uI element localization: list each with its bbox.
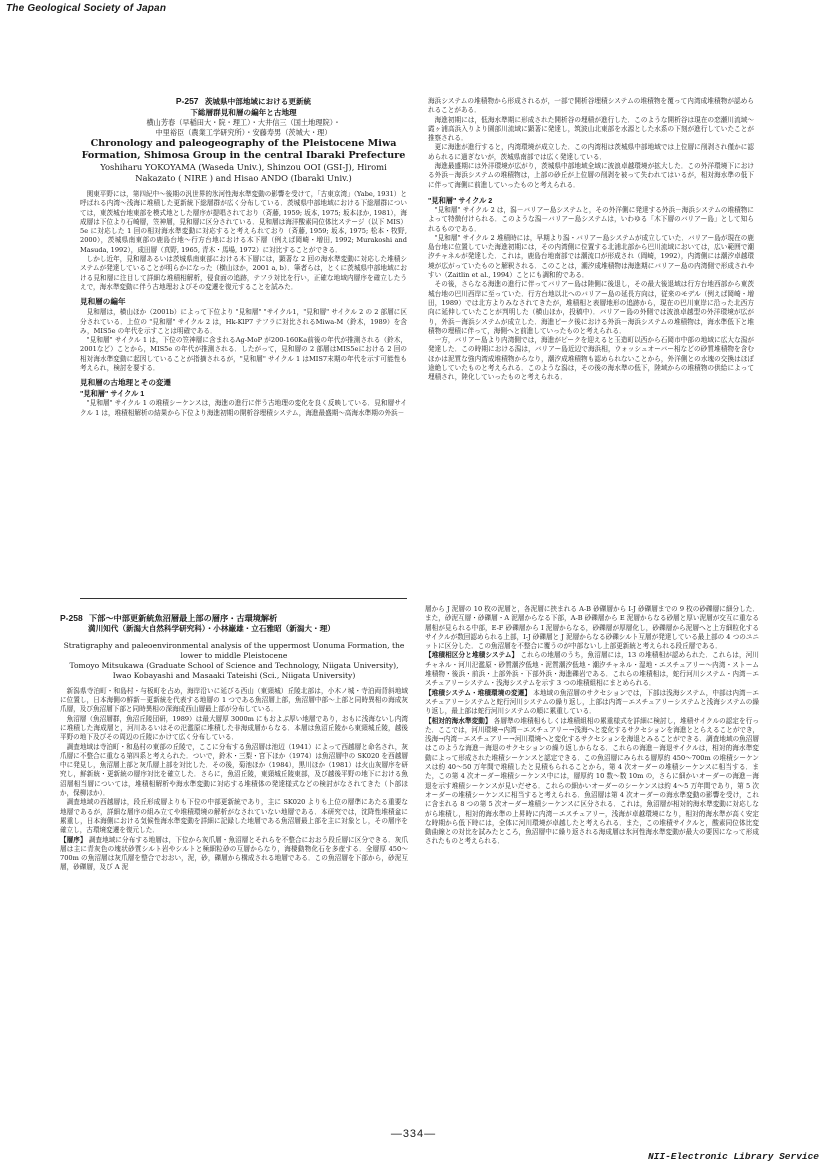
body-paragraph: その後，さらなる海進の進行に伴ってバリアー島は陸側に後退し，その最大後退域は行方台地西部から東茨城台地の巴川西岸に至っていた．行方台地以北へのバリアー島の延長方向は，従来のモデル（例えば岡崎・増田，1989）では北方よりみなされてきたが，堆積相と表層地形の追跡から，現在の巴川東岸に沿った北西方向に延伸していたことが判明した（横山ほか，投稿中）．バリアー島の外側では波浪卓越型の外洋環境が広がり，外浜－海浜システムが成立した．海進ピーク後における外浜－海浜システムの堆積物は，海水準低下と堆積物の埋積に伴って，海側へと前進していったものと考えられる．: [428, 280, 754, 335]
section-heading: 見和層の編年: [80, 297, 126, 307]
subsection-heading: "見和層" サイクル 2: [428, 195, 493, 205]
section-tag: 【層序】: [60, 835, 87, 844]
body-paragraph: 見和層は，横山ほか（2001b）によって下位より "見和層" "サイクル1，"見和層" サイクル 2 の 2 部層に区分されている．上位の "見和層" サイクル 2 は，Hk-KlP7 テフラに対比されるMiwa-M（鈴木，1989）を含み，MIS5e の年代を示すことは明確である．: [80, 308, 407, 335]
abstract-258-col-left: [60, 613, 408, 1126]
body-paragraph: 海進最盛期には外洋環境が広がり，茨城県中部地域全域に波浪卓越環境が拡大した．この外洋環境下における外浜－海浜システムの堆積物は，上部の砂丘が上位層の削剥を被って失われてはいるが，相対海水準の低下に伴って海側に前進していったものと考えられる．: [428, 162, 754, 189]
abstract-title-en: Stratigraphy and paleoenvironmental analysis of the uppermost Uonuma Formation, the lower to middle Pleistocene: [63, 640, 405, 660]
abstract-authors-en: Yoshiharu YOKOYAMA (Waseda Univ.), Shinzou OOI (GSI-J), Hiromi Nakazato ( NIRE ) and Hisao ANDO (Ibaraki Univ.): [100, 162, 387, 183]
section-text: これらの地層のうち，魚沼層には，13 の堆積相が認められた．これらは，河川チャネル・河川氾濫原・砂質潮汐低地・泥質潮汐低地・潮汐チャネル・湿地・エスチュアリー～内湾・ストーム堆積物・後浜・前浜・上部外浜・下部外浜・海進礫岩である．これらの堆積相は，蛇行河川システム・内湾－エスチュアリーシステム・浅海システムを示す 3 つの堆積組相にまとめられる．: [425, 651, 759, 688]
abstract-257-col-left: [80, 97, 407, 592]
body-paragraph: "見和層" サイクル 1 は，下位の笠神層に含まれるAg-MoP が200-160Ka前後の年代が推測される（鈴木，2001など）ことから，MIS5e の年代が推測される．したがって，見和層の 2 部層はMIS5eにおける 2 回の相対海水準変動に起因していることが指摘されるが，"見和層" サイクル 1 はMIS7末期の年代を示す可能性も考えられ，検討を要する．: [80, 336, 407, 373]
abstract-authors-jp: 満川知代（新潟大自然科学研究科）・小林巌雄・立石雅昭（新潟大・理）: [88, 624, 335, 634]
body-paragraph: しかし近年，見和層あるいは茨城県南東部における木下層には，顕著な 2 回の海水準変動に対応した堆積システムが発達していることが明らかになった（横山ほか，2001 a, b）．筆者らは，とくに茨城県中部地域における見和層に注目して詳細な堆積相解析，侵食面の追跡，テフラ対比を行い，正確な地域内層序を確立したうえで，海水準変動に伴う古地理およびその変遷を復元することを試みた．: [80, 255, 407, 291]
abstract-authors-jp: 横山芳春（早稲田大・院・理工）・大井信三（国土地理院）・: [146, 118, 341, 127]
abstract-title-jp-2: 下総層群見和層の編年と古地理: [190, 107, 297, 117]
abstract-title-en: Chronology and paleogeography of the Pleistocene Miwa Formation, Shimosa Group in the central Ibaraki Prefecture: [81, 138, 406, 161]
body-paragraph: 更に海進が進行すると，内湾環境が成立した．この内湾相は茨城県中部地域では上位層に削剥され僅かに認められるに過ぎないが，茨城県南部では広く発達している．: [428, 143, 754, 161]
body-paragraph: 調査地域の西越層は，段丘形成層よりも下位の中部更新統であり，主に SK020 よりも上位の層準にあたる重要な地層であるが，詳細な層序の組み立てや堆積環境の解析がなされていない地層である．本研究では，沈降性堆積盆に累重し，日本海側における気候性海水準変動を詳細に記録した地層である魚沼層最上部を主に対象とし，その層序を確立し，古環境変遷を復元した．: [60, 798, 408, 835]
section-text: 各層準の堆積相もしくは堆積組相の累重様式を詳細に検討し，堆積サイクルの認定を行った．ここでは，河川環境→内湾－エスチュアリー→浅海へと変化するサクセションを海進ととらえることができ，浅海→内湾－エスチュアリー→河川環境へと変化するサクセションを海退とみることができる．調査地域の魚沼層はこのような海進－海退のサクセションの繰り返しからなる．これらの海進－海退サイクルは，相対的海水準変動によって形成された堆積シーケンスと認定できる．この魚沼層にみられる層厚約 450～700m の堆積シーケンスは約 40～50 万年間で堆積したと見積もられることから，第 4 次オーダーの堆積シーケンスに相当する．また，この第 4 次オーダー堆積シーケンス中には，層厚約 10 数～数 10m の，さらに細かいオーダーの海進－海退を示す堆積シーケンスが見いだせる．これらの細かいオーダーのシーケンスは約 4～5 万年間であり，第 5 次オーダーの堆積シーケンスに相当すると考えられる．魚沼層は第 4 次オーダーの海水準変動の影響を受け，これに含まれる 8 つの第 5 次オーダー堆積シーケンスに区分される．これは，魚沼層が相対的海水準変動に対応しながら堆積し，相対的海水準の上昇時に内湾－エスチュアリー，浅海が卓越環境になり，相対的海水準が高く安定な時期から低下時には，全体に河川環境が卓越したと考えられる．また，この堆積サイクルと，酸素同位体比変動曲線との対比を試みたところ，魚沼層中に繰り返される海成層は氷河性海水準変動が最大の要因になって形成されたものと考えられる．: [425, 716, 759, 846]
abstract-id: P-258: [60, 613, 83, 623]
body-paragraph: "見和層" サイクル 2 堆積時には，早期より潟・バリアー島システムが成立していた．バリアー島が現在の鹿島台地に位置していた海進初期には，その内湾側に位置する北浦北部から巴川流域においては，広い範囲で潮汐チャネルが発達した．これは，鹿島台地南部では潮流口が形成され（岡崎，1992），内湾側には潮汐卓越環境が広がっていたものと解釈される．このことは，潮汐成堆積物は海進期にバリアー島の内湾側で形成されやすい（Zaitlin et al., 1994）ことにも調和的である．: [428, 233, 754, 280]
library-footer: NII-Electronic Library Service: [647, 1151, 819, 1162]
society-header: The Geological Society of Japan: [6, 3, 167, 14]
page-number: —334—: [390, 1128, 437, 1140]
body-paragraph: 新潟県寺泊町・和島村・与板町を占め，海岸沿いに延びる西山（東頸城）丘陵北部は，小木ノ城・寺泊両背斜地域に位置し，日本海側の鮮新－更新統を代表する地層の 1 つである魚沼層上部，魚沼層中部～上部と同時異相の海成灰爪層，及び魚沼層下部と同時異相の深海成西山層最上部が分布している．: [60, 686, 408, 714]
body-paragraph: 一方，バリアー島より内湾側では，海進がピークを迎えると玉造町以西から石岡市中部の地域に広大な潟が発達した．この時期における潟は，バリアー島近辺で海浜相，ウォッシュオーバー相などの砂質堆積物を含むほかは泥質な強内湾成堆積物からなり，潮汐成堆積物も認められないことから，外洋側との水塊の交換はほぼ途絶していたものと考えられる．このような潟は，その後の海水準の低下，陸域からの堆積物の供給によって埋積され，陸化していったものと考えられる．: [428, 336, 754, 382]
body-paragraph: [425, 717, 759, 847]
abstract-id: P-257: [175, 97, 199, 106]
body-paragraph: "見和層" サイクル 1 の堆積シーケンスは，海進の進行に伴う古地理の変化を良く反映している．見和層サイクル 1 は，堆積相解析の結果から下位より海進初期の開析谷埋積システム，海進最盛期～高海水準期の外浜－: [80, 399, 407, 417]
section-text: 本地域の魚沼層のサクセションでは，下部は浅海システム，中部は内湾－エスチュアリーシステムと蛇行河川システムの繰り返し，上部は内湾－エスチュアリーシステムと浅海システムの繰り返し，最上部は蛇行河川システムの順に累重している．: [425, 688, 759, 716]
body-paragraph: 海進初期には，低海水準期に形成された開析谷の埋積が進行した．このような開析谷は現在の恋瀬川流域～霞ヶ浦高浜入りより園部川流域に顕著に発達し，筑波山北東部を水源とした水系の下刻が進行していたことが推察される．: [428, 115, 754, 143]
subsection-heading: "見和層" サイクル 1: [80, 389, 145, 399]
abstract-divider: [80, 598, 407, 599]
section-tag: 【堆積システム・堆積環境の変遷】: [425, 688, 532, 697]
abstract-257-col-right: [428, 97, 754, 592]
body-paragraph: [60, 836, 408, 873]
body-paragraph: [425, 651, 759, 688]
section-text: 調査地域に分布する地層は，下位から灰爪層・魚沼層とそれらを不整合におおう段丘層に区分できる．灰爪層は主に青灰色の塊状砂質シルト岩やシルトと極細粒砂の互層からなり，海棲動物化石を多産する．全層厚 450～700m の魚沼層は灰爪層を整合でおおい，泥，砂，礫層から構成される地層である．この魚沼層を下部から，砂泥互層，砂礫層，及び A 泥: [60, 835, 408, 872]
abstract-258-col-right: [425, 605, 759, 1126]
abstract-authors-en: Tomoyo Mitsukawa (Graduate School of Science and Technology, Niigata University), Iwao Kobayashi and Masaaki Tateishi (Sci., Niigata University): [69, 660, 399, 680]
body-paragraph: 魚沼層（魚沼層群，魚沼丘陵団研，1989）は最大層厚 3000m にもおよぶ厚い地層であり，おもに浅海ないし内湾に堆積した海成層と，河川あるいはその氾濫原に堆積した非海成層からなる．本層は魚沼丘陵から東頸城丘陵，越後平野の地下及びその周辺の丘陵にかけて広く分布している．: [60, 714, 408, 742]
body-paragraph: [425, 689, 759, 717]
section-tag: 【相対的海水準変動】: [425, 716, 492, 725]
section-heading: 見和層の古地理とその変遷: [80, 378, 172, 388]
abstract-title-jp: 下部～中部更新統魚沼層最上部の層序・古環境解析: [88, 613, 278, 623]
body-paragraph: 調査地域は寺泊町・和島村の東部の丘陵で，ここに分布する魚沼層は池辺（1941）によって西越層と命名され，灰爪層に不整合に重なる第四系と考えられた．ついで，鈴木・三梨・宮下ほか（1974）は魚沼層中の SK020 を西越層中に発見し，魚沼層上部と灰爪層上部を対比した．その後，菊池ほか（1984），黒川ほか（1981）は火山灰層序を研究し，鮮新統・更新統の層序対比を確立した．さらに，魚沼丘陵，東頸城丘陵東部，及び越後平野の地下における魚沼層相当層については，堆積相解析や海水準変動に対応する堆積体の発達様式などの検討がなされてきた（卜部ほか，保柳ほか）．: [60, 742, 408, 798]
body-paragraph: 層から J 泥層の 10 枚の泥層と，各泥層に挟まれる A-B 砂礫層から I-J 砂礫層までの 9 枚の砂礫層に細分した．また，砂泥互層・砂礫層・A 泥層からなる下部，A-B 砂礫層から E 泥層からなる砂層と厚い泥層が交互に重なる層相が見られる中部，E-F 砂礫層から I 泥層からなる，砂礫層が厚層化し，砂礫層から泥層へと上方細粒化するサイクルが数回認められる上部，I-J 砂礫層と J 泥層からなる砂礫シルト互層が発達している最上部の 4 つのユニットに区分した．この魚沼層を不整合に覆うのが中部ないし上部更新統と考えられる段丘層である．: [425, 605, 759, 651]
abstract-title-jp: 茨城県中部地域における更新統: [204, 97, 312, 106]
body-paragraph: "見和層" サイクル 2 は，潟－バリアー島システムと，その外洋側に発達する外浜－海浜システムの堆積物によって特徴付けられる．このような潟－バリアー島システムは，いわゆる「木下層のバリアー島」として知られるものである．: [428, 205, 754, 233]
body-paragraph: 海浜システムの堆積物から形成されるが，一部で開析谷埋積システムの堆積物を覆って内湾成堆積物が認められることがある．: [428, 97, 754, 115]
abstract-authors-jp-2: 中里裕臣（農業工学研究所）・安藤寿男（茨城大・理）: [155, 128, 332, 137]
section-tag: 【堆積相区分と堆積システム】: [425, 651, 519, 660]
body-paragraph: 関東平野には，第四紀中～後期の汎世界的氷河性海水準変動の影響を受けて，「古東京湾」（Yabe, 1931）と呼ばれる内湾～浅海に堆積した更新統下総層群が広く分布している．茨城県中部地域における下総層群については，東茨城台地東部を模式地とした層序が提唱されており（斉藤, 1959; 坂本, 1975; 坂本ほか, 1981），海成層は下位より石崎層，笠神層，見和層に区分されている．見和層は海洋酸素同位体比ステージ（以下 MIS）5e に対応した 1 回の相対海水準変動に対応すると考えられており（斉藤, 1959; 坂本, 1975; 松本・牧野, 2000），茨城県南東部の鹿島台地～行方台地における木下層（例えば岡崎・増田, 1992; Murakoshi and Masuda, 1992），成田層（真野, 1965, 青木・馬場, 1972）に対比することができる．: [80, 190, 407, 254]
